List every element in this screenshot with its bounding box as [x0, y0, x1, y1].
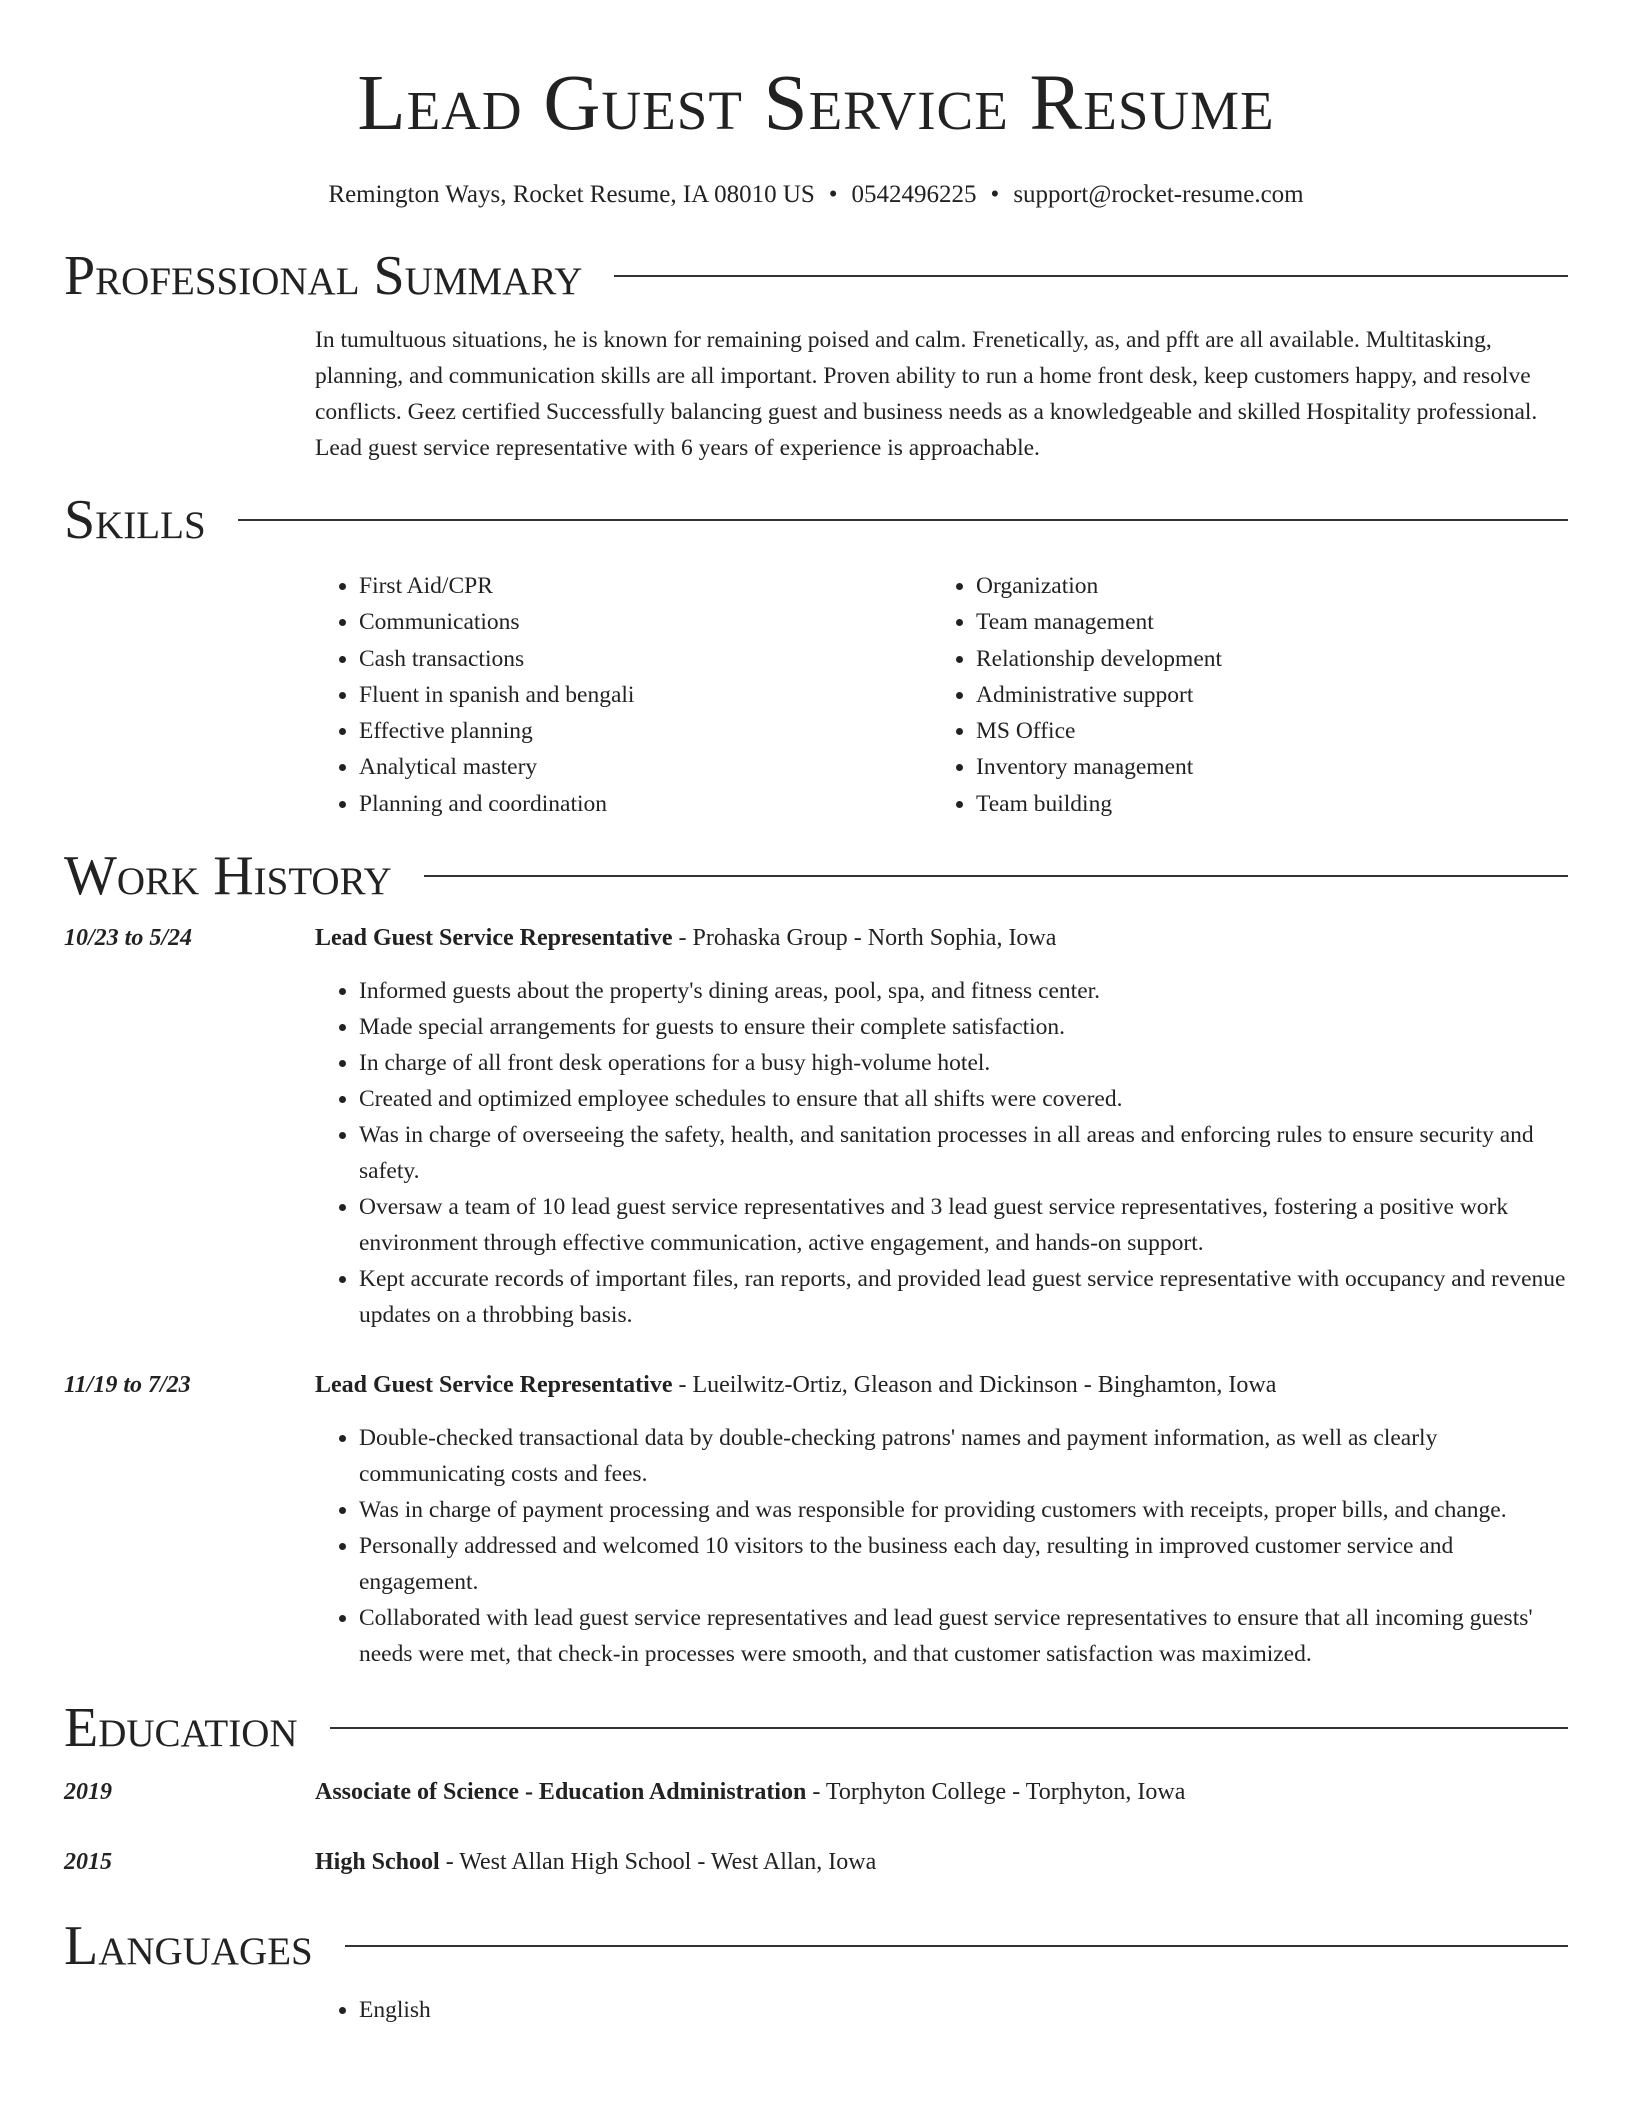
- education-year: 2019: [64, 1779, 112, 1806]
- job-bullet: • Was in charge of overseeing the safety, health, and sanitation processes in all areas and enforcing rules to ensure security and safety.: [359, 1117, 1568, 1189]
- job-bullet: • Made special arrangements for guests to ensure their complete satisfaction.: [359, 1009, 1568, 1045]
- contact-line: [64, 180, 1568, 210]
- contact-email[interactable]: support@rocket-resume.com: [1013, 181, 1304, 208]
- job-employer-location: - Lueilwitz-Ortiz, Gleason and Dickinson - Binghamton, Iowa: [672, 1372, 1277, 1399]
- work-section-header: [64, 844, 1568, 908]
- job-bullet: • Was in charge of payment processing and was responsible for providing customers with receipts, proper bills, and change.: [359, 1492, 1568, 1528]
- job-dates: 11/19 to 7/23: [64, 1372, 191, 1399]
- job-bullet: • Double-checked transactional data by double-checking patrons' names and payment information, as well as clearly communicating costs and fees.: [359, 1420, 1568, 1492]
- contact-separator: •: [828, 181, 838, 208]
- language-item: • English: [359, 1992, 1568, 2028]
- skills-section-header: [64, 488, 1568, 552]
- skill-item: • Analytical mastery: [359, 749, 932, 785]
- skills-column-right: [932, 568, 1549, 822]
- job-heading-line: [315, 1367, 1568, 1403]
- education-school-location: - Torphyton College - Torphyton, Iowa: [806, 1779, 1186, 1806]
- job-bullet: • Created and optimized employee schedules to ensure that all shifts were covered.: [359, 1081, 1568, 1117]
- skill-item: • Relationship development: [976, 641, 1549, 677]
- summary-heading: Professional Summary: [64, 245, 583, 307]
- skills-heading: Skills: [64, 489, 206, 551]
- education-heading: Education: [64, 1697, 298, 1760]
- job-employer-location: - Prohaska Group - North Sophia, Iowa: [672, 925, 1057, 952]
- skill-item: • Inventory management: [976, 749, 1549, 785]
- summary-text: In tumultuous situations, he is known for remaining poised and calm. Frenetically, as, and pfft are all available. Multitasking, planning, and communication skills are all important. Proven ability to run a home front desk, keep customers happy, and resolve conflicts. Geez certified Successfully balancing guest and business needs as a knowledgeable and skilled Hospitality professional. Lead guest service representative with 6 years of experience is approachable.: [315, 327, 1538, 461]
- job-entry: [64, 1367, 1568, 1672]
- contact-address: Remington Ways, Rocket Resume, IA 08010 US: [328, 181, 815, 208]
- job-bullet: • Personally addressed and welcomed 10 visitors to the business each day, resulting in improved customer service and engagement.: [359, 1528, 1568, 1600]
- section-divider: [238, 519, 1568, 521]
- contact-separator: •: [990, 181, 1000, 208]
- education-section-header: [64, 1696, 1568, 1760]
- education-degree: High School: [315, 1849, 440, 1876]
- skill-item: • Planning and coordination: [359, 786, 932, 822]
- job-detail: [315, 920, 1568, 1333]
- skill-item: • Communications: [359, 604, 932, 640]
- skills-column-left: [315, 568, 932, 822]
- job-bullets: [315, 973, 1568, 1333]
- job-bullet: • Informed guests about the property's dining areas, pool, spa, and fitness center.: [359, 973, 1568, 1009]
- skill-item: • Effective planning: [359, 713, 932, 749]
- job-entry: [64, 920, 1568, 1333]
- languages-list-wrap: [315, 1992, 1568, 2028]
- education-entry: [64, 1774, 1568, 1810]
- skill-item: • Cash transactions: [359, 641, 932, 677]
- work-heading: Work History: [64, 845, 392, 908]
- skill-item: • Team management: [976, 604, 1549, 640]
- languages-list: [315, 1992, 1568, 2028]
- job-bullets: [315, 1420, 1568, 1672]
- skill-item: • Team building: [976, 786, 1549, 822]
- job-bullet: • In charge of all front desk operations for a busy high-volume hotel.: [359, 1045, 1568, 1081]
- contact-phone: 0542496225: [851, 181, 977, 208]
- job-dates: 10/23 to 5/24: [64, 925, 193, 952]
- education-detail: [315, 1844, 1568, 1880]
- job-detail: [315, 1367, 1568, 1672]
- summary-section-header: [64, 244, 1568, 308]
- section-divider: [614, 275, 1568, 277]
- languages-section-header: [64, 1914, 1568, 1978]
- job-bullet: • Collaborated with lead guest service representatives and lead guest service representatives to ensure that all incoming guests' needs were met, that check-in processes were smooth, and that customer satisfaction was maximized.: [359, 1600, 1568, 1672]
- skill-item: • Administrative support: [976, 677, 1549, 713]
- education-school-location: - West Allan High School - West Allan, Iowa: [439, 1849, 877, 1876]
- skill-item: • Fluent in spanish and bengali: [359, 677, 932, 713]
- education-entry: [64, 1844, 1568, 1880]
- job-title: Lead Guest Service Representative: [315, 1372, 673, 1399]
- education-detail: [315, 1774, 1568, 1810]
- section-divider: [345, 1945, 1568, 1947]
- education-degree: Associate of Science - Education Administration: [315, 1779, 807, 1806]
- section-divider: [330, 1727, 1568, 1729]
- skill-item: • First Aid/CPR: [359, 568, 932, 604]
- resume-title: Lead Guest Service Resume: [357, 60, 1275, 147]
- education-year: 2015: [64, 1849, 112, 1876]
- languages-heading: Languages: [64, 1915, 313, 1978]
- job-title: Lead Guest Service Representative: [315, 925, 673, 952]
- section-divider: [424, 875, 1568, 877]
- job-bullet: • Oversaw a team of 10 lead guest service representatives and 3 lead guest service representatives, fostering a positive work environment through effective communication, active engagement, and hands-on support.: [359, 1189, 1568, 1261]
- skills-list: [315, 568, 1568, 822]
- job-bullet: • Kept accurate records of important files, ran reports, and provided lead guest service representative with occupancy and revenue updates on a throbbing basis.: [359, 1261, 1568, 1333]
- skill-item: • Organization: [976, 568, 1549, 604]
- job-heading-line: [315, 920, 1568, 956]
- skill-item: • MS Office: [976, 713, 1549, 749]
